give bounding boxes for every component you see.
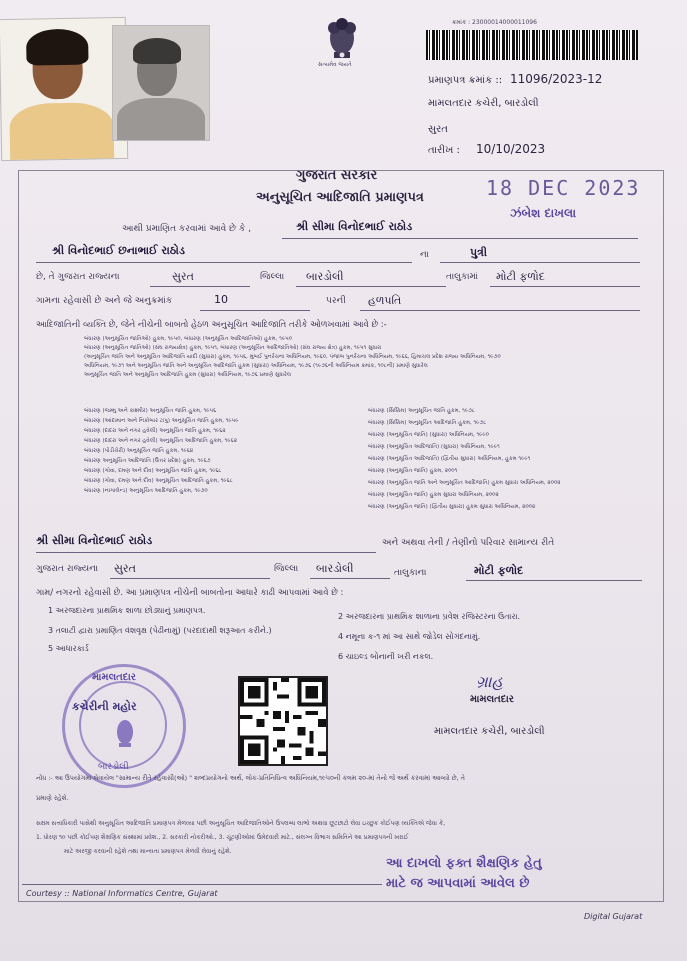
date-value: 10/10/2023 xyxy=(476,142,546,156)
order-right-6: બંધારણ (અનુસૂચિત જાતિ) હુકમ, ૨૦૦૧ xyxy=(368,468,458,474)
order-left-5: બંધારણ (પોંડીચેરી) અનુસૂચિત જાતિ હુકમ, ૧૯૬૪ xyxy=(84,448,194,454)
order-right-3: બંધારણ (અનુસૂચિત જાતિ) (સુધારા) અધિનિયમ, ૧૯૯૦ xyxy=(368,432,489,438)
state-prefix: છે, તે ગુજરાત રાજ્યના xyxy=(36,272,120,282)
taluka-value: બારડોલી xyxy=(306,270,344,283)
of-word: ના xyxy=(420,250,429,260)
person-name: શ્રી સીમા વિનોદભાઈ રાઠોડ xyxy=(296,220,413,233)
order-left-4: બંધારણ (દાદરા અને નગર હવેલી) અનુસૂચિત આદિજાતિ હુકમ, ૧૯૬૨ xyxy=(84,438,237,444)
note-line-2: પ્રમાણે રહેશે. xyxy=(36,794,69,802)
order-top-1: બંધારણ (અનુસૂચિત જાતિઓ) હુકમ, ૧૯૫૦, બંધારણ (અનુસૂચિત આદિજાતિઓ) હુકમ, ૧૯૫૦ xyxy=(84,336,293,342)
auth-line-3: માટે અરજી કરવાની રહેશે તથા માન્યતા પ્રમાણપત્ર મેળવી લેવાનું રહેશે. xyxy=(64,848,232,855)
date-label: તારીખ : xyxy=(428,145,460,156)
handwritten-note-2: માટે જ આપવામાં આવેલ છે xyxy=(386,876,530,891)
order-top-2: બંધારણ (અનુસૂચિત જાતિઓ) (સંઘ રાજ્યક્ષેત્ર) હુકમ, ૧૯૫૧, બંધારણ (અનુસૂચિત આદિજાતિઓ) (સંઘ રાજ્ય ક્ષેત્ર) હુકમ, ૧૯૫૧ સુધારા xyxy=(84,345,382,351)
certify-prefix: આથી પ્રમાણિત કરવામાં આવે છે કે , xyxy=(122,224,251,234)
city: સુરત xyxy=(428,124,448,135)
district-label-2: જિલ્લા xyxy=(274,564,299,574)
district-label: જિલ્લા xyxy=(260,272,285,282)
basis-item-3: 3 તલાટી દ્વારા પ્રમાણિત વંશવૃક્ષ (પેઢીનામું) (પરદાદાથી શરૂઆત કરીને.) xyxy=(48,626,272,635)
resident-prefix: ગામના રહેવાસી છે અને જે અનુક્રમાંક xyxy=(36,296,173,306)
signatory-office: મામલતદાર કચેરી, બારડોલી xyxy=(434,726,545,737)
basis-item-6: 6 ચાઇલ્ડ બોનાની ખરી નકલ. xyxy=(338,652,434,661)
serial-value: 10 xyxy=(214,293,228,306)
relation: પુત્રી xyxy=(470,246,488,259)
order-left-7: બંધારણ (ગોવા, દમણ અને દીવ) અનુસૂચિત જાતિ હુકમ, ૧૯૬૮ xyxy=(84,468,222,474)
order-right-5: બંધારણ (અનુસૂચિત આદિજાતિ) (દ્વિતીય સુધારા) અધિનિયમ, હુકમ ૧૯૯૧ xyxy=(368,456,531,462)
order-right-4: બંધારણ (અનુસૂચિત આદિજાતિ) (સુધારા) અધિનિયમ, ૧૯૯૧ xyxy=(368,444,500,450)
applicant-photo xyxy=(0,17,128,161)
govt-title: ગુજરાત સરકાર xyxy=(296,168,378,183)
order-right-8: બંધારણ (અનુસૂચિત જાતિ) હુકમ સુધારા અધિનિયમ, ૨૦૦૨ xyxy=(368,492,499,498)
order-left-3: બંધારણ (દાદરા અને નગર હવેલી) અનુસૂચિત જાતિ હુકમ, ૧૯૬૨ xyxy=(84,428,226,434)
auth-line-2: 1. ધોરણ ૧૦ પછી કોઈપણ શૈક્ષણિક સંસ્થામાં પ્રવેશ., 2. સરકારી નોકરીઓ., 3. ચૂંટણીઓમાં ઉમેદવારી માટે., સંલગ્ન વિભાગ સમિતિને આ પ્રમાણપત્રની ખરાઈ xyxy=(36,834,409,841)
seal-line-1: મામલતદાર xyxy=(92,672,136,683)
campaign-stamp: ઝંબેશ દાખલા xyxy=(510,206,577,220)
applicant-photo-copy xyxy=(112,25,210,141)
signatory-title: મામલતદાર xyxy=(470,694,514,705)
basis-item-5: 5 આધારકાર્ડ xyxy=(48,644,89,653)
seal-emblem-icon xyxy=(110,716,140,750)
order-top-4: અધિનિયમ, ૧૯૭૧ અને અનુસૂચિત જાતિ અને અનુસૂચિત આદિજાતિ હુકમ (સુધારા) અધિનિયમ, ૧૯૭૬ (૧૯૭૬ની અધિનિયમ ક્રમાંક, ૧૦૮ની) પ્રમાણે સુધારેલ xyxy=(84,363,428,369)
village-value-2: મોટી ફળોદ xyxy=(474,564,524,577)
order-left-9: બંધારણ (નાગાલેન્ડ) અનુસૂચિત આદિજાતિ હુકમ, ૧૯૭૦ xyxy=(84,488,208,494)
taluka-label-2: તાલુકાના xyxy=(394,568,427,578)
office-name: મામલતદાર કચેરી, બારડોલી xyxy=(428,98,539,109)
order-right-2: બંધારણ (સિક્કિમ) અનુસૂચિત આદિજાતિ હુકમ, ૧૯૭૮ xyxy=(368,420,487,426)
serial-suffix: પરની xyxy=(326,296,346,306)
basis-item-4: 4 નમૂના ક-૧ માં આ સાથે જોડેલ સોગંદનામું. xyxy=(338,632,481,641)
order-top-3: (અનુસૂચિત જાતિ અને અનુસૂચિત આદિજાતિ યાદી (સુધારા) હુકમ, ૧૯૫૬, મુંબઈ પુનર્રચના અધિનિયમ, ૧૯૬૦, પંજાબ પુનર્રચના અધિનિયમ, ૧૯૬૬, હિમાચલ પ્રદેશ રાજ્ય અધિનિયમ, ૧૯૭૦ xyxy=(84,354,501,360)
seal-line-3: બારડોલી xyxy=(98,762,129,772)
basis-item-1: 1 અરજદારના પ્રાથમિક શાળા છોડ્યાનું પ્રમાણપત્ર. xyxy=(48,606,206,615)
tribe-value: હળપતિ xyxy=(368,294,402,307)
courtesy-text: Courtesy :: National Informatics Centre, Gujarat xyxy=(26,889,218,898)
serial-small: ક્રમાંક : 23000014000011096 xyxy=(452,19,537,26)
taluka-label: તાલુકામાં xyxy=(446,272,479,282)
order-right-9: બંધારણ (અનુસૂચિત જાતિ) (દ્વિતીય સુધારા) હુકમ સુધારા અધિનિયમ, ૨૦૦૨ xyxy=(368,504,536,510)
father-name: શ્રી વિનોદભાઈ છનાભાઈ રાઠોડ xyxy=(52,244,185,257)
note-line-1: નોંધ :- આ ઉપયોગમાં લેવાયેલ "સામાન્ય રીતે રહેવાસી(ઓ) " શબ્દપ્રયોગનો અર્થ, લોક-પ્રતિનિધિત્વ અધિનિયમ,૧૯૫૦ની કલમ ૨૦-માં તેનો જે અર્થ કરવામાં આવ્યો છે, તે xyxy=(36,774,465,782)
order-left-8: બંધારણ (ગોવા, દમણ અને દીવ) અનુસૂચિત આદિજાતિ હુકમ, ૧૯૬૮ xyxy=(84,478,233,484)
person-name-2: શ્રી સીમા વિનોદભાઈ રાઠોડ xyxy=(36,534,153,547)
certificate-title: અનુસૂચિત આદિજાતિ પ્રમાણપત્ર xyxy=(256,190,424,205)
cert-no-label: પ્રમાણપત્ર ક્રમાંક :: xyxy=(428,75,503,86)
order-top-5: અનુસૂચિત જાતિ અને અનુસૂચિત આદિજાતિ હુકમ (સુધારા) અધિનિયમ, ૧૯૭૬ પ્રમાણે સુધારેલ xyxy=(84,372,291,378)
emblem-caption: સત્યમેવ જયતે xyxy=(318,62,352,68)
tribe-statement: આદિજાતિની વ્યક્તિ છે, જેને નીચેની બાબતો હેઠળ અનુસૂચિત આદિજાતિ તરીકે ઓળખવામાં આવે છે :- xyxy=(36,320,387,330)
qr-code xyxy=(238,676,328,766)
basis-line: ગામ/ નગરનો રહેવાસી છે. આ પ્રમાણપત્ર નીચેની બાબતોના આધારે કાઢી આપવામાં આવે છે : xyxy=(36,588,344,598)
order-left-1: બંધારણ (જમ્મુ અને કાશ્મીર) અનુસૂચિત જાતિ હુકમ, ૧૯૫૬ xyxy=(84,408,217,414)
handwritten-note-1: આ દાખલો ફક્ત શૈક્ષણિક હેતુ xyxy=(386,856,542,871)
cert-no-value: 11096/2023-12 xyxy=(510,72,603,86)
barcode xyxy=(426,30,638,60)
order-left-2: બંધારણ (આંદામાન અને નિકોબાર ટાપુ) અનુસૂચિત જાતિ હુકમ, ૧૯૫૯ xyxy=(84,418,239,424)
family-suffix: અને અથવા તેની / તેણીનો પરિવાર સામાન્ય રીતે xyxy=(382,538,555,548)
taluka-value-2: બારડોલી xyxy=(316,562,354,575)
basis-item-2: 2 અરજદારના પ્રાથમિક શાળાના પ્રવેશ રજિસ્ટરના ઉતારા. xyxy=(338,612,521,621)
village-value: મોટી ફળોદ xyxy=(496,270,545,283)
district-value-2: સુરત xyxy=(114,562,136,575)
order-left-6: બંધારણ અનુસૂચિત આદિજાતિ (ઉત્તર પ્રદેશ) હુકમ, ૧૯૬૭ xyxy=(84,458,211,464)
order-right-1: બંધારણ (સિક્કિમ) અનુસૂચિત જાતિ હુકમ, ૧૯૭૮ xyxy=(368,408,475,414)
auth-line-1: સક્ષમ સત્તાધિકારી પાસેથી અનુસૂચિત આદિજાતિ પ્રમાણપત્ર મેળવ્યા પછી અનુસૂચિત આદિજાતિઓને ઉપલબ્ધ લાભો અથવા છૂટછાટો લેવા ઇચ્છુક કોઈપણ વ્યક્તિએ જેવા કે, xyxy=(36,820,445,827)
signature-mark: ગ્રાહ xyxy=(476,672,503,691)
digital-gujarat-text: Digital Gujarat xyxy=(584,912,643,921)
state-prefix-2: ગુજરાત રાજ્યના xyxy=(36,564,99,574)
seal-line-2: કચેરીની મહોર xyxy=(72,700,137,713)
district-value: સુરત xyxy=(172,270,194,283)
order-right-7: બંધારણ (અનુસૂચિત જાતિ અને અનુસૂચિત આદિજાતિ) હુકમ સુધારા અધિનિયમ, ૨૦૦૨ xyxy=(368,480,561,486)
received-stamp-date: 18 DEC 2023 xyxy=(486,176,641,200)
